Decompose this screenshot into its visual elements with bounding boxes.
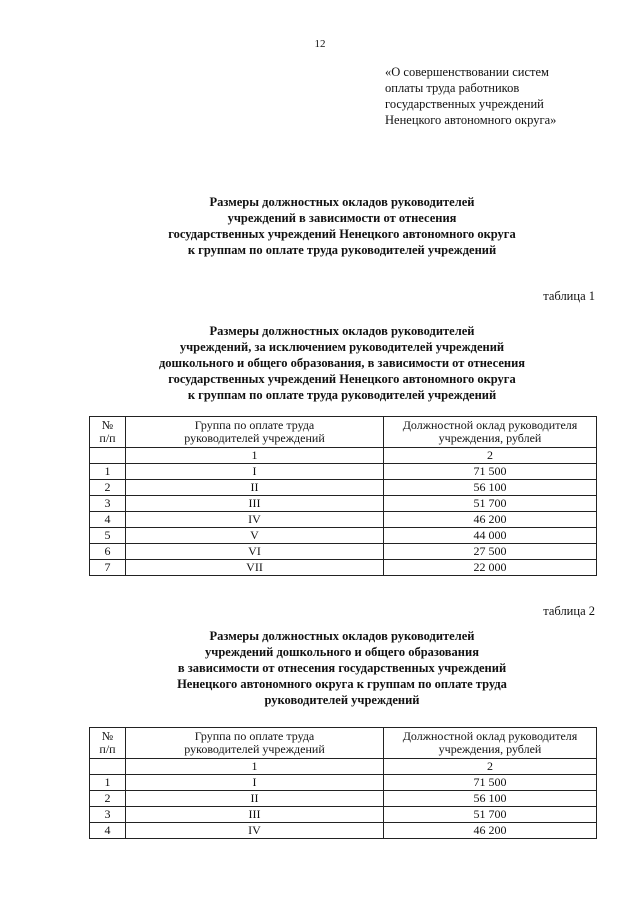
table-cell: 2 (90, 480, 126, 496)
table1-heading-line: учреждений, за исключением руководителей учреждений (179, 340, 505, 354)
approval-line: Ненецкого автономного округа» (385, 113, 557, 127)
header-text: № (101, 418, 114, 432)
table-row (90, 528, 597, 544)
table-cell: 46 200 (384, 512, 597, 528)
table-index-row (90, 759, 597, 775)
table-header-row (90, 417, 597, 448)
table2-heading-line: учреждений дошкольного и общего образования (205, 645, 479, 659)
table-cell: 51 700 (384, 807, 597, 823)
table1-heading-line: государственных учреждений Ненецкого автономного округа (168, 372, 516, 386)
approval-line: оплаты труда работников (385, 81, 520, 95)
table-row (90, 480, 597, 496)
table-cell: 6 (90, 544, 126, 560)
approval-reference (385, 64, 625, 128)
table-header-row (90, 728, 597, 759)
table-cell: 4 (90, 823, 126, 839)
table-cell: II (126, 480, 384, 496)
header-text: руководителей учреждений (184, 431, 325, 445)
table-cell: I (126, 775, 384, 791)
table-row (90, 807, 597, 823)
table-cell: III (126, 807, 384, 823)
table-cell: III (126, 496, 384, 512)
table-cell (90, 759, 126, 775)
page-number: 12 (314, 38, 326, 50)
table2-heading-line: в зависимости от отнесения государственных учреждений (177, 661, 507, 675)
table-cell: 71 500 (384, 464, 597, 480)
table-row (90, 544, 597, 560)
table-row (90, 775, 597, 791)
approval-line: «О совершенствовании систем (385, 65, 549, 79)
main-heading-line: к группам по оплате труда руководителей учреждений (187, 243, 497, 257)
table-row (90, 512, 597, 528)
header-text: учреждения, рублей (438, 431, 542, 445)
table-cell: VI (126, 544, 384, 560)
approval-line: государственных учреждений (385, 97, 544, 111)
header-text: Должностной оклад руководителя (402, 729, 578, 743)
header-text: Группа по оплате труда (194, 729, 315, 743)
table-cell: 27 500 (384, 544, 597, 560)
table-row (90, 823, 597, 839)
table-cell: V (126, 528, 384, 544)
table-cell: 56 100 (384, 791, 597, 807)
table-cell: 44 000 (384, 528, 597, 544)
table2-heading (90, 628, 594, 708)
table-cell: 2 (90, 791, 126, 807)
table-cell: II (126, 791, 384, 807)
table-cell: 4 (90, 512, 126, 528)
main-heading-line: Размеры должностных окладов руководителей (209, 195, 475, 209)
table-cell: 2 (384, 759, 597, 775)
table2-heading-line: руководителей учреждений (264, 693, 420, 707)
table-cell: I (126, 464, 384, 480)
header-text: п/п (99, 742, 116, 756)
header-text: учреждения, рублей (438, 742, 542, 756)
table-row (90, 464, 597, 480)
header-text: № (101, 729, 114, 743)
table1-heading-line: к группам по оплате труда руководителей учреждений (187, 388, 497, 402)
table1 (89, 416, 597, 576)
table-cell (90, 448, 126, 464)
header-salary (384, 417, 597, 448)
main-heading-line: государственных учреждений Ненецкого автономного округа (168, 227, 516, 241)
table-cell: 1 (126, 759, 384, 775)
table2-label: таблица 2 (543, 604, 595, 618)
header-text: п/п (99, 431, 116, 445)
table2-heading-line: Ненецкого автономного округа к группам по оплате труда (177, 677, 507, 691)
table-row (90, 791, 597, 807)
header-number (90, 417, 126, 448)
header-text: руководителей учреждений (184, 742, 325, 756)
table-cell: 51 700 (384, 496, 597, 512)
header-group (126, 417, 384, 448)
table-cell: 1 (90, 464, 126, 480)
table-cell: 56 100 (384, 480, 597, 496)
table-index-row (90, 448, 597, 464)
table-cell: 71 500 (384, 775, 597, 791)
main-heading-line: учреждений в зависимости от отнесения (227, 211, 457, 225)
table-cell: 5 (90, 528, 126, 544)
table-row (90, 496, 597, 512)
table-cell: 1 (126, 448, 384, 464)
table-cell: 1 (90, 775, 126, 791)
main-heading (90, 194, 594, 258)
table-cell: VII (126, 560, 384, 576)
table2 (89, 727, 597, 839)
header-salary (384, 728, 597, 759)
table1-heading-line: дошкольного и общего образования, в зависимости от отнесения (158, 356, 526, 370)
header-group (126, 728, 384, 759)
table-cell: 22 000 (384, 560, 597, 576)
table-cell: IV (126, 823, 384, 839)
header-text: Группа по оплате труда (194, 418, 315, 432)
table-cell: 2 (384, 448, 597, 464)
table1-label: таблица 1 (543, 289, 595, 303)
table-cell: 3 (90, 496, 126, 512)
table1-heading-line: Размеры должностных окладов руководителей (209, 324, 475, 338)
table2-heading-line: Размеры должностных окладов руководителей (209, 629, 475, 643)
header-text: Должностной оклад руководителя (402, 418, 578, 432)
table-cell: 3 (90, 807, 126, 823)
table-cell: 7 (90, 560, 126, 576)
table-cell: 46 200 (384, 823, 597, 839)
table-cell: IV (126, 512, 384, 528)
table-row (90, 560, 597, 576)
table1-heading (90, 323, 594, 403)
header-number (90, 728, 126, 759)
